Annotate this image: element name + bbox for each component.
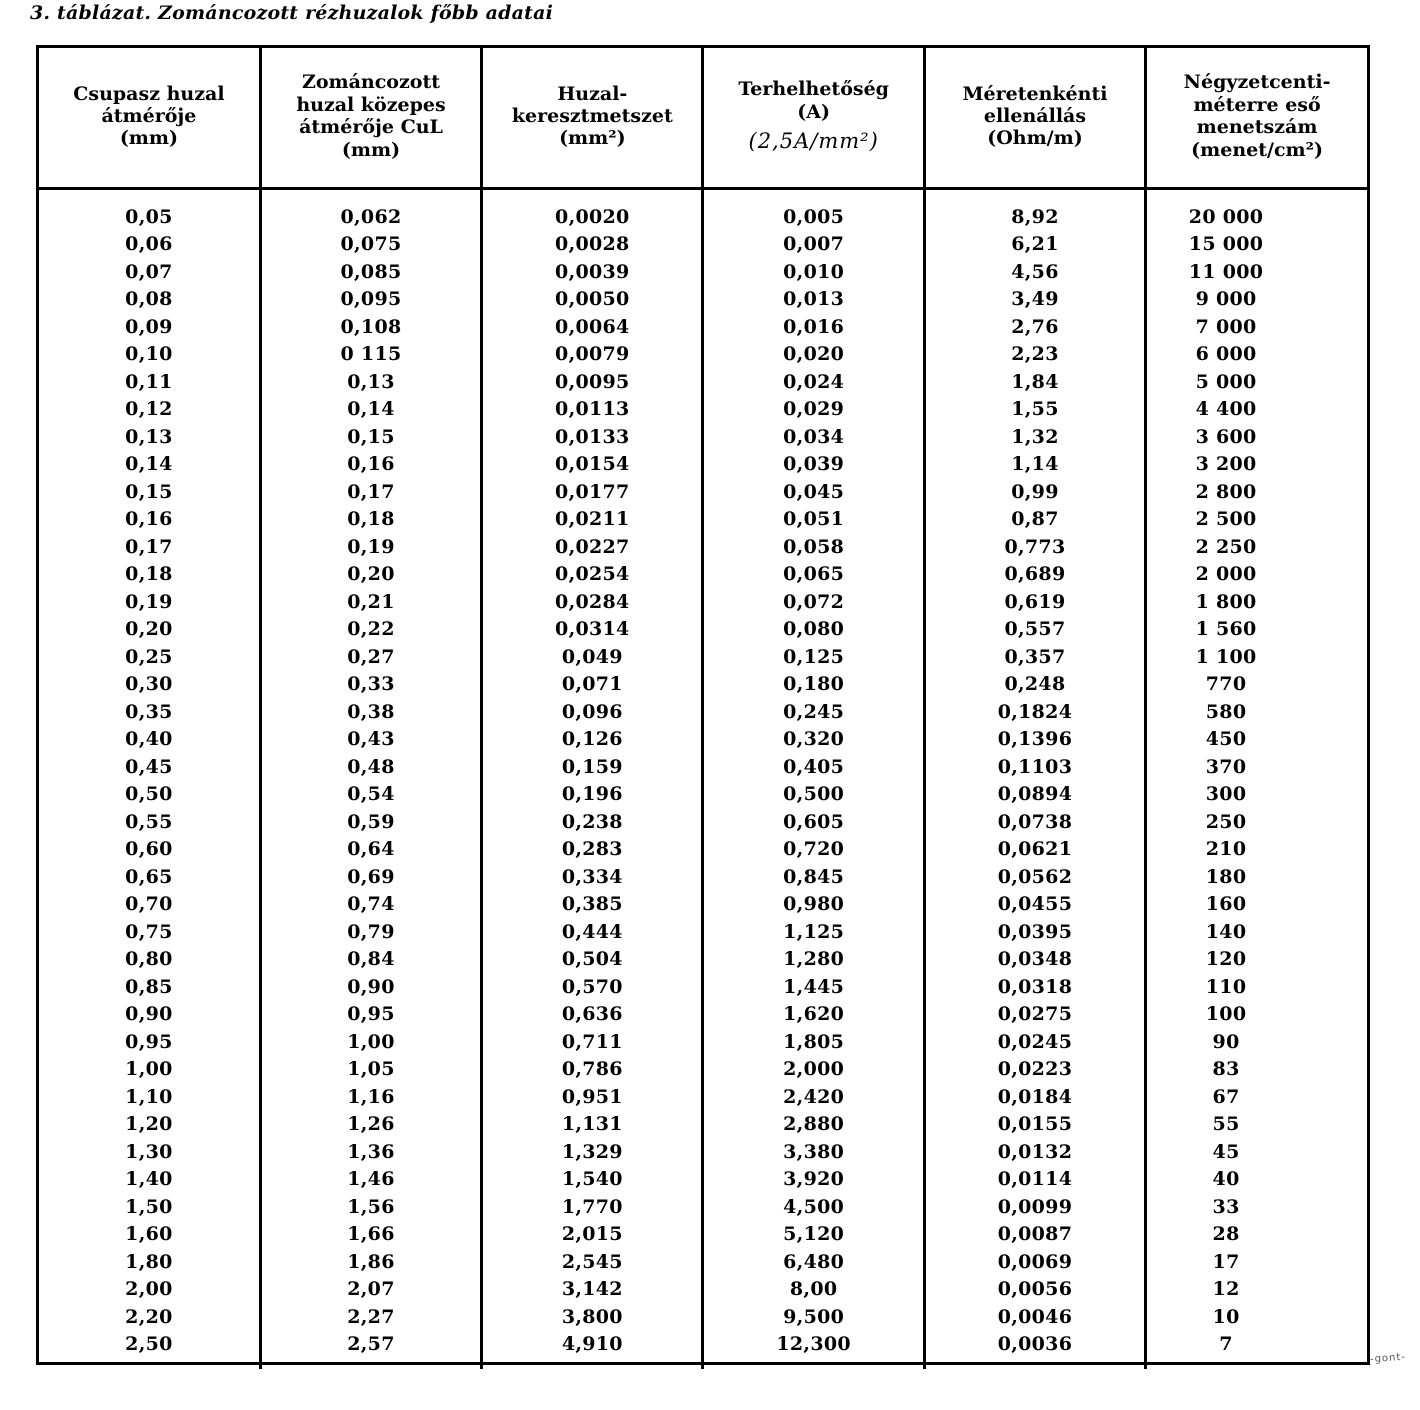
cell-value: 0,711: [561, 1030, 623, 1053]
cell-value: 0,0245: [997, 1030, 1073, 1053]
cell-value: 0,095: [340, 288, 402, 310]
table-body-row: [39, 188, 1367, 1369]
value-list: [264, 204, 478, 1359]
header-line: (mm): [341, 138, 401, 161]
header-enamelled-diameter: [260, 48, 481, 188]
cell-value: 3,920: [783, 1168, 845, 1190]
cell-value: 9 000: [1195, 288, 1257, 310]
cell-value: 0,16: [347, 453, 395, 475]
cell-value: 1,26: [347, 1113, 395, 1135]
cell-value: 0,034: [783, 425, 845, 448]
cell-value: 0,0036: [997, 1333, 1073, 1355]
cell-value: 7: [1219, 1333, 1233, 1355]
cell-value: 0,444: [561, 920, 623, 943]
cell-value: 90: [1212, 1030, 1240, 1053]
cell-value: 0,0155: [997, 1113, 1073, 1135]
cell-value: 0,108: [340, 315, 402, 338]
cell-value: 1,125: [783, 920, 845, 943]
cell-value: 0,096: [561, 700, 623, 723]
cell-value: 0,35: [125, 700, 173, 723]
cell-value: 1,131: [561, 1113, 623, 1135]
cell-value: 0,07: [125, 260, 173, 283]
cell-value: 0,84: [347, 948, 395, 970]
cell-value: 1,80: [125, 1250, 173, 1273]
cell-value: 0,11: [125, 370, 173, 393]
cell-value: 0,126: [561, 728, 623, 750]
cell-value: 1,10: [125, 1085, 173, 1108]
cell-value: 0,0069: [997, 1250, 1073, 1273]
cell-value: 0,080: [783, 618, 845, 640]
cell-value: 0,48: [347, 755, 395, 778]
cell-value: 0,99: [1011, 480, 1059, 503]
cell-value: 2,880: [783, 1113, 845, 1135]
cell-value: 40: [1212, 1168, 1240, 1190]
cell-value: 0,10: [125, 343, 173, 365]
cell-value: 2,27: [347, 1305, 395, 1328]
cell-value: 2,420: [783, 1085, 845, 1108]
cell-value: 1,16: [347, 1085, 395, 1108]
cell-value: 4 400: [1195, 398, 1257, 420]
cell-value: 0,90: [125, 1003, 173, 1025]
cell-value: 1,770: [561, 1195, 623, 1218]
header-line: Zománcozott: [301, 71, 440, 94]
cell-value: 0,75: [125, 920, 173, 943]
cell-value: 1,66: [347, 1223, 395, 1245]
cell-value: 0,0039: [555, 260, 630, 283]
cell-value: 2,545: [561, 1250, 623, 1273]
cell-value: 33: [1212, 1195, 1240, 1218]
cell-value: 2,76: [1011, 315, 1059, 338]
cell-value: 1,46: [347, 1168, 395, 1190]
cell-value: 110: [1205, 975, 1247, 998]
cell-value: 3,142: [561, 1278, 623, 1300]
cell-value: 0,0087: [997, 1223, 1073, 1245]
header-line: menetszám: [1196, 116, 1318, 139]
cell-value: 2,015: [561, 1223, 623, 1245]
cell-value: 0,500: [783, 783, 845, 805]
cell-value: 0,69: [347, 865, 395, 888]
cell-value: 300: [1205, 783, 1247, 805]
cell-value: 0,95: [125, 1030, 173, 1053]
cell-value: 0,0223: [997, 1058, 1073, 1080]
cell-value: 160: [1205, 893, 1247, 915]
column-current-capacity: [703, 188, 924, 1369]
cell-value: 4,500: [783, 1195, 845, 1218]
cell-value: 12: [1212, 1278, 1240, 1300]
cell-value: 10: [1212, 1305, 1240, 1328]
cell-value: 0,0455: [997, 893, 1073, 915]
cell-value: 0,1396: [997, 728, 1073, 750]
cell-value: 1,40: [125, 1168, 173, 1190]
header-line: (menet/cm²): [1191, 138, 1323, 161]
cell-value: 250: [1205, 810, 1247, 833]
cell-value: 0,65: [125, 865, 173, 888]
header-line: Méretenkénti: [962, 82, 1108, 105]
cell-value: 0,0133: [555, 425, 630, 448]
cell-value: 450: [1205, 728, 1247, 750]
value-list: [485, 204, 699, 1359]
cell-value: 1,05: [347, 1058, 395, 1080]
cell-value: 100: [1205, 1003, 1247, 1025]
header-line: huzal közepes: [296, 93, 446, 116]
header-line: Terhelhetőség: [738, 78, 889, 101]
cell-value: 0,60: [125, 838, 173, 860]
cell-value: 0,0227: [555, 535, 630, 558]
cell-value: 0,21: [347, 590, 395, 613]
cell-value: 0,039: [783, 453, 845, 475]
cell-value: 0,0318: [997, 975, 1073, 998]
cell-value: 0,980: [783, 893, 845, 915]
cell-value: 0,87: [1011, 508, 1059, 530]
cell-value: 0,0894: [997, 783, 1073, 805]
cell-value: 140: [1205, 920, 1247, 943]
cell-value: 0,13: [125, 425, 173, 448]
column-cross-section: [482, 188, 703, 1369]
cell-value: 2,57: [347, 1333, 395, 1355]
cell-value: 0,557: [1004, 618, 1066, 640]
cell-value: 0,0177: [555, 480, 630, 503]
cell-value: 0,320: [783, 728, 845, 750]
cell-value: 20 000: [1188, 205, 1264, 228]
cell-value: 0,25: [125, 645, 173, 668]
cell-value: 0,27: [347, 645, 395, 668]
table-header-row: [39, 48, 1367, 188]
cell-value: 0,43: [347, 728, 395, 750]
cell-value: 1,14: [1011, 453, 1059, 475]
cell-value: 4,56: [1011, 260, 1059, 283]
cell-value: 0,15: [347, 425, 395, 448]
cell-value: 2,000: [783, 1058, 845, 1080]
cell-value: 0,238: [561, 810, 623, 833]
cell-value: 8,92: [1011, 205, 1059, 228]
value-list: [928, 204, 1142, 1359]
cell-value: 0,79: [347, 920, 395, 943]
cell-value: 0,08: [125, 288, 173, 310]
cell-value: 0,06: [125, 233, 173, 255]
column-bare-diameter: [39, 188, 260, 1369]
cell-value: 0,18: [125, 563, 173, 585]
cell-value: 67: [1212, 1085, 1240, 1108]
cell-value: 210: [1205, 838, 1247, 860]
cell-value: 0,0079: [555, 343, 630, 365]
cell-value: 0,14: [347, 398, 395, 420]
cell-value: 1,86: [347, 1250, 395, 1273]
cell-value: 0,55: [125, 810, 173, 833]
cell-value: 6 000: [1195, 343, 1257, 365]
cell-value: 1,805: [783, 1030, 845, 1053]
cell-value: 1,620: [783, 1003, 845, 1025]
cell-value: 0,0095: [555, 370, 630, 393]
cell-value: 0,951: [561, 1085, 623, 1108]
cell-value: 0,0184: [997, 1085, 1073, 1108]
cell-value: 0,0738: [997, 810, 1073, 833]
cell-value: 83: [1212, 1058, 1240, 1080]
cell-value: 5 000: [1195, 370, 1257, 393]
cell-value: 0,085: [340, 260, 402, 283]
cell-value: 5,120: [783, 1223, 845, 1245]
cell-value: 0,005: [783, 205, 845, 228]
cell-value: 370: [1205, 755, 1247, 778]
cell-value: 2,50: [125, 1333, 173, 1355]
cell-value: 12,300: [776, 1333, 851, 1355]
cell-value: 0,20: [125, 618, 173, 640]
cell-value: 0,159: [561, 755, 623, 778]
cell-value: 2 250: [1195, 535, 1257, 558]
cell-value: 2,20: [125, 1305, 173, 1328]
cell-value: 0,010: [783, 260, 845, 283]
cell-value: 0,0028: [555, 233, 630, 255]
cell-value: 0,74: [347, 893, 395, 915]
header-line: (mm²): [559, 127, 626, 150]
cell-value: 0,0275: [997, 1003, 1073, 1025]
header-line: (Ohm/m): [987, 127, 1083, 150]
cell-value: 1,36: [347, 1140, 395, 1163]
cell-value: 0,058: [783, 535, 845, 558]
cell-value: 0,0154: [555, 453, 630, 475]
cell-value: 1,56: [347, 1195, 395, 1218]
cell-value: 0,85: [125, 975, 173, 998]
cell-value: 0,636: [561, 1003, 623, 1025]
cell-value: 0,05: [125, 205, 173, 228]
cell-value: 8,00: [789, 1278, 838, 1300]
cell-value: 0,007: [783, 233, 845, 255]
header-line: méterre eső: [1193, 93, 1321, 116]
header-line: átmérője CuL: [299, 116, 443, 139]
cell-value: 1 100: [1195, 645, 1257, 668]
cell-value: 2,23: [1011, 343, 1059, 365]
cell-value: 0 115: [340, 343, 402, 365]
cell-value: 0,12: [125, 398, 173, 420]
cell-value: 0,17: [125, 535, 173, 558]
cell-value: 0,18: [347, 508, 395, 530]
cell-value: 2 000: [1195, 563, 1257, 585]
cell-value: 3 200: [1195, 453, 1257, 475]
column-enamelled-diameter: [260, 188, 481, 1369]
cell-value: 6,480: [783, 1250, 845, 1273]
cell-value: 0,0056: [997, 1278, 1073, 1300]
value-list: [1149, 204, 1365, 1359]
cell-value: 0,16: [125, 508, 173, 530]
cell-value: 0,22: [347, 618, 395, 640]
cell-value: 0,80: [125, 948, 173, 970]
cell-value: 0,605: [783, 810, 845, 833]
cell-value: 1,30: [125, 1140, 173, 1163]
cell-value: 0,357: [1004, 645, 1066, 668]
cell-value: 1 800: [1195, 590, 1257, 613]
pencil-margin-note: -gont-: [1369, 1351, 1407, 1366]
cell-value: 0,0064: [555, 315, 630, 338]
header-cross-section: [482, 48, 703, 188]
cell-value: 2,00: [125, 1278, 173, 1300]
cell-value: 0,049: [561, 645, 623, 668]
cell-value: 0,051: [783, 508, 845, 530]
header-resistance: [924, 48, 1145, 188]
header-turns-per-cm2: [1146, 48, 1367, 188]
cell-value: 0,54: [347, 783, 395, 805]
cell-value: 6,21: [1011, 233, 1059, 255]
cell-value: 1,00: [125, 1058, 173, 1080]
cell-value: 0,20: [347, 563, 395, 585]
cell-value: 0,09: [125, 315, 173, 338]
cell-value: 0,062: [340, 205, 402, 228]
cell-value: 0,59: [347, 810, 395, 833]
cell-value: 0,029: [783, 398, 845, 420]
header-line: keresztmetszet: [511, 105, 673, 128]
cell-value: 0,33: [347, 673, 395, 695]
header-line: (mm): [119, 127, 178, 150]
cell-value: 1,329: [561, 1140, 623, 1163]
cell-value: 0,0050: [555, 288, 630, 310]
cell-value: 1,50: [125, 1195, 173, 1218]
cell-value: 0,248: [1004, 673, 1066, 695]
cell-value: 0,17: [347, 480, 395, 503]
cell-value: 0,045: [783, 480, 845, 503]
cell-value: 1,55: [1011, 398, 1059, 420]
cell-value: 0,90: [347, 975, 395, 998]
cell-value: 2 800: [1195, 480, 1257, 503]
cell-value: 0,0284: [555, 590, 630, 613]
cell-value: 0,180: [783, 673, 845, 695]
table-caption: 3. táblázat. Zománcozott rézhuzalok főbb adatai: [30, 2, 554, 24]
cell-value: 28: [1212, 1223, 1240, 1245]
cell-value: 0,14: [125, 453, 173, 475]
cell-value: 1,32: [1011, 425, 1059, 448]
cell-value: 0,0114: [997, 1168, 1073, 1190]
cell-value: 0,385: [561, 893, 623, 915]
cell-value: 0,504: [561, 948, 623, 970]
cell-value: 0,13: [347, 370, 395, 393]
header-line: Négyzetcenti-: [1183, 71, 1331, 94]
cell-value: 0,196: [561, 783, 623, 805]
cell-value: 1,445: [783, 975, 845, 998]
value-list: [41, 204, 257, 1359]
cell-value: 120: [1205, 948, 1247, 970]
cell-value: 4,910: [561, 1333, 623, 1355]
cell-value: 0,020: [783, 343, 845, 365]
value-list: [706, 204, 920, 1359]
cell-value: 11 000: [1188, 260, 1264, 283]
cell-value: 3,49: [1011, 288, 1059, 310]
cell-value: 1,20: [125, 1113, 173, 1135]
cell-value: 0,075: [340, 233, 402, 255]
cell-value: 0,845: [783, 865, 845, 888]
cell-value: 0,50: [125, 783, 173, 805]
cell-value: 0,065: [783, 563, 845, 585]
cell-value: 17: [1212, 1250, 1240, 1273]
cell-value: 0,720: [783, 838, 845, 860]
cell-value: 1,280: [783, 948, 845, 970]
cell-value: 0,19: [125, 590, 173, 613]
cell-value: 0,072: [783, 590, 845, 613]
cell-value: 0,19: [347, 535, 395, 558]
cell-value: 0,283: [561, 838, 623, 860]
cell-value: 0,013: [783, 288, 845, 310]
cell-value: 7 000: [1195, 315, 1257, 338]
cell-value: 0,70: [125, 893, 173, 915]
header-line: átmérője: [101, 105, 197, 128]
cell-value: 0,0099: [997, 1195, 1073, 1218]
cell-value: 0,0132: [997, 1140, 1073, 1163]
cell-value: 0,64: [347, 838, 395, 860]
cell-value: 0,0046: [997, 1305, 1073, 1328]
header-bare-diameter: [39, 48, 260, 188]
cell-value: 0,15: [125, 480, 173, 503]
header-line: (A): [797, 100, 831, 123]
cell-value: 0,024: [783, 370, 845, 393]
cell-value: 0,0562: [997, 865, 1073, 888]
cell-value: 0,689: [1004, 563, 1066, 585]
cell-value: 2 500: [1195, 508, 1257, 530]
cell-value: 770: [1205, 673, 1247, 695]
column-resistance: [924, 188, 1145, 1369]
cell-value: 55: [1212, 1113, 1240, 1135]
cell-value: 580: [1205, 700, 1247, 723]
cell-value: 9,500: [783, 1305, 845, 1328]
cell-value: 0,0314: [555, 618, 630, 640]
cell-value: 0,334: [561, 865, 623, 888]
cell-value: 0,1824: [997, 700, 1073, 723]
cell-value: 0,95: [347, 1003, 395, 1025]
cell-value: 0,38: [347, 700, 395, 723]
cell-value: 0,0020: [555, 205, 630, 228]
handwritten-annotation: (2,5A/mm²): [748, 129, 879, 154]
cell-value: 0,0621: [997, 838, 1073, 860]
cell-value: 1,84: [1011, 370, 1059, 393]
cell-value: 1,540: [561, 1168, 623, 1190]
cell-value: 2,07: [347, 1278, 395, 1300]
cell-value: 45: [1212, 1140, 1240, 1163]
header-line: Csupasz huzal: [73, 82, 225, 105]
cell-value: 0,125: [783, 645, 845, 668]
cell-value: 0,1103: [997, 755, 1073, 778]
cell-value: 15 000: [1188, 233, 1264, 255]
cell-value: 0,570: [561, 975, 623, 998]
cell-value: 0,245: [783, 700, 845, 723]
cell-value: 0,786: [561, 1058, 623, 1080]
cell-value: 0,0254: [555, 563, 630, 585]
cell-value: 1,00: [347, 1030, 395, 1053]
cell-value: 180: [1205, 865, 1247, 888]
cell-value: 0,40: [125, 728, 173, 750]
header-line: ellenállás: [983, 105, 1087, 128]
cell-value: 0,071: [561, 673, 623, 695]
cell-value: 0,0395: [997, 920, 1073, 943]
cell-value: 1 560: [1195, 618, 1257, 640]
column-turns-per-cm2: [1146, 188, 1367, 1369]
cell-value: 3,380: [783, 1140, 845, 1163]
cell-value: 0,016: [783, 315, 845, 338]
cell-value: 0,45: [125, 755, 173, 778]
cell-value: 3,800: [561, 1305, 623, 1328]
cell-value: 0,30: [125, 673, 173, 695]
cell-value: 0,0113: [555, 398, 630, 420]
wire-data-table: [36, 45, 1370, 1365]
cell-value: 3 600: [1195, 425, 1257, 448]
cell-value: 0,0211: [555, 508, 630, 530]
cell-value: 0,405: [783, 755, 845, 778]
header-line: Huzal-: [557, 82, 628, 105]
cell-value: 1,60: [125, 1223, 173, 1245]
cell-value: 0,773: [1004, 535, 1066, 558]
cell-value: 0,0348: [997, 948, 1073, 970]
cell-value: 0,619: [1004, 590, 1066, 613]
header-current-capacity: [703, 48, 924, 188]
